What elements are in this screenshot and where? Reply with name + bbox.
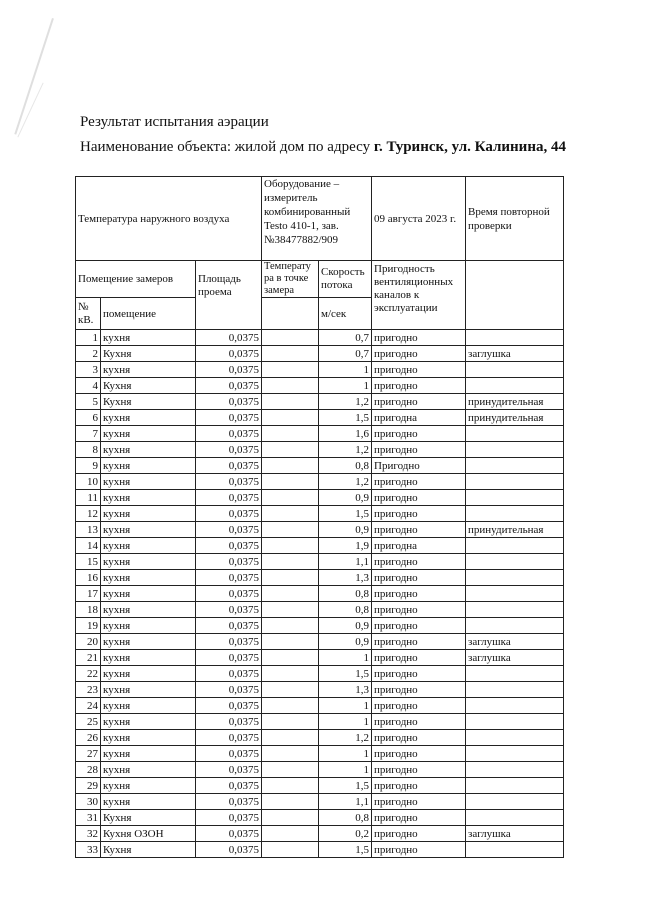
table-row (76, 618, 564, 634)
empty-header-cell (466, 261, 564, 330)
temp-cell (262, 330, 319, 346)
apt-number-cell: 32 (76, 826, 101, 842)
room-cell: кухня (101, 634, 196, 650)
table-row (76, 538, 564, 554)
note-cell (466, 554, 564, 570)
table-row (76, 378, 564, 394)
apt-number-cell: 5 (76, 394, 101, 410)
status-cell: пригодно (372, 330, 466, 346)
status-cell: пригодно (372, 714, 466, 730)
apt-number-cell: 2 (76, 346, 101, 362)
temp-cell (262, 458, 319, 474)
apt-number-cell: 16 (76, 570, 101, 586)
room-cell: Кухня (101, 842, 196, 858)
area-cell: 0,0375 (196, 762, 262, 778)
status-cell: пригодно (372, 602, 466, 618)
note-cell (466, 778, 564, 794)
speed-header: Скорость потока (319, 261, 372, 298)
room-measure-header: Помещение замеров (76, 261, 196, 298)
apt-number-cell: 11 (76, 490, 101, 506)
temp-cell (262, 506, 319, 522)
note-cell (466, 746, 564, 762)
room-cell: кухня (101, 794, 196, 810)
status-cell: пригодно (372, 522, 466, 538)
room-cell: кухня (101, 586, 196, 602)
table-row (76, 634, 564, 650)
temp-cell (262, 826, 319, 842)
status-cell: пригодно (372, 842, 466, 858)
room-cell: Кухня (101, 394, 196, 410)
room-cell: кухня (101, 570, 196, 586)
temp-cell (262, 394, 319, 410)
speed-cell: 1 (319, 714, 372, 730)
room-cell: Кухня (101, 378, 196, 394)
apt-number-cell: 33 (76, 842, 101, 858)
status-cell: пригодно (372, 666, 466, 682)
area-cell: 0,0375 (196, 410, 262, 426)
area-cell: 0,0375 (196, 570, 262, 586)
room-cell: кухня (101, 554, 196, 570)
temp-cell (262, 522, 319, 538)
room-cell: кухня (101, 650, 196, 666)
table-row (76, 458, 564, 474)
status-cell: пригодно (372, 794, 466, 810)
temp-cell (262, 778, 319, 794)
note-cell: принудительная (466, 394, 564, 410)
status-cell: пригодно (372, 490, 466, 506)
area-cell: 0,0375 (196, 634, 262, 650)
speed-cell: 1,5 (319, 410, 372, 426)
note-cell: заглушка (466, 826, 564, 842)
apt-number-cell: 25 (76, 714, 101, 730)
temp-cell (262, 810, 319, 826)
apt-number-cell: 18 (76, 602, 101, 618)
temp-cell (262, 730, 319, 746)
note-cell (466, 474, 564, 490)
area-cell: 0,0375 (196, 650, 262, 666)
area-cell: 0,0375 (196, 378, 262, 394)
note-cell (466, 330, 564, 346)
status-cell: пригодно (372, 570, 466, 586)
speed-cell: 1,2 (319, 394, 372, 410)
temp-cell (262, 842, 319, 858)
apt-number-cell: 8 (76, 442, 101, 458)
temp-cell (262, 714, 319, 730)
table-row (76, 602, 564, 618)
speed-cell: 0,9 (319, 618, 372, 634)
area-cell: 0,0375 (196, 586, 262, 602)
outdoor-temp-label: Температура наружного воздуха (76, 177, 262, 261)
status-cell: пригодно (372, 442, 466, 458)
status-cell: пригодно (372, 426, 466, 442)
note-cell (466, 362, 564, 378)
status-cell: пригодно (372, 586, 466, 602)
temp-cell (262, 346, 319, 362)
area-cell: 0,0375 (196, 362, 262, 378)
apt-number-cell: 6 (76, 410, 101, 426)
speed-cell: 0,9 (319, 522, 372, 538)
status-cell: пригодно (372, 474, 466, 490)
note-cell (466, 442, 564, 458)
status-cell: пригодно (372, 506, 466, 522)
speed-cell: 0,8 (319, 458, 372, 474)
temp-cell (262, 586, 319, 602)
speed-cell: 1,6 (319, 426, 372, 442)
note-cell: заглушка (466, 634, 564, 650)
table-row (76, 554, 564, 570)
table-row (76, 426, 564, 442)
apt-number-cell: 12 (76, 506, 101, 522)
scan-artifact-line (14, 18, 54, 135)
room-cell: кухня (101, 762, 196, 778)
temp-cell (262, 682, 319, 698)
speed-unit: м/сек (319, 298, 372, 330)
apt-number-cell: 29 (76, 778, 101, 794)
room-cell: Кухня (101, 810, 196, 826)
area-cell: 0,0375 (196, 506, 262, 522)
apt-number-cell: 23 (76, 682, 101, 698)
room-cell: кухня (101, 618, 196, 634)
speed-cell: 0,8 (319, 586, 372, 602)
area-cell: 0,0375 (196, 714, 262, 730)
note-cell: заглушка (466, 346, 564, 362)
temp-cell (262, 762, 319, 778)
apt-number-cell: 31 (76, 810, 101, 826)
apt-number-cell: 17 (76, 586, 101, 602)
room-cell: кухня (101, 522, 196, 538)
area-cell: 0,0375 (196, 346, 262, 362)
speed-cell: 1,9 (319, 538, 372, 554)
object-address: г. Туринск, ул. Калинина, 44 (373, 139, 566, 155)
speed-cell: 0,9 (319, 490, 372, 506)
temp-cell (262, 538, 319, 554)
table-row (76, 842, 564, 858)
room-cell: кухня (101, 538, 196, 554)
temp-cell (262, 490, 319, 506)
room-cell: Кухня ОЗОН (101, 826, 196, 842)
room-cell: Кухня (101, 346, 196, 362)
table-row (76, 826, 564, 842)
note-cell: принудительная (466, 522, 564, 538)
temp-cell (262, 698, 319, 714)
room-cell: кухня (101, 698, 196, 714)
note-cell (466, 586, 564, 602)
speed-cell: 1 (319, 698, 372, 714)
temp-cell (262, 554, 319, 570)
status-cell: пригодна (372, 410, 466, 426)
apt-number-cell: 3 (76, 362, 101, 378)
status-cell: пригодно (372, 634, 466, 650)
status-cell: пригодно (372, 810, 466, 826)
apt-number-cell: 30 (76, 794, 101, 810)
temp-cell (262, 634, 319, 650)
area-cell: 0,0375 (196, 394, 262, 410)
note-cell (466, 794, 564, 810)
recheck-header: Время повторной проверки (466, 177, 564, 261)
speed-cell: 1,2 (319, 442, 372, 458)
room-cell: кухня (101, 442, 196, 458)
status-cell: пригодно (372, 346, 466, 362)
note-cell (466, 810, 564, 826)
table-row (76, 330, 564, 346)
speed-cell: 1,2 (319, 474, 372, 490)
aeration-table (75, 176, 564, 858)
apt-number-cell: 7 (76, 426, 101, 442)
status-cell: пригодна (372, 538, 466, 554)
note-cell (466, 618, 564, 634)
apt-number-cell: 4 (76, 378, 101, 394)
speed-cell: 0,8 (319, 810, 372, 826)
status-cell: пригодно (372, 762, 466, 778)
area-cell: 0,0375 (196, 698, 262, 714)
table-row (76, 698, 564, 714)
status-cell: пригодно (372, 698, 466, 714)
area-header: Площадь проема (196, 261, 262, 330)
area-cell: 0,0375 (196, 810, 262, 826)
note-cell (466, 602, 564, 618)
table-row (76, 506, 564, 522)
speed-cell: 1,3 (319, 682, 372, 698)
apt-number-cell: 9 (76, 458, 101, 474)
speed-cell: 1 (319, 746, 372, 762)
room-cell: кухня (101, 666, 196, 682)
table-row (76, 666, 564, 682)
room-cell: кухня (101, 362, 196, 378)
speed-cell: 1 (319, 362, 372, 378)
room-cell: кухня (101, 714, 196, 730)
temp-point-header: Температу ра в точке замера (262, 261, 319, 298)
note-cell (466, 426, 564, 442)
apt-number-cell: 1 (76, 330, 101, 346)
area-cell: 0,0375 (196, 442, 262, 458)
speed-cell: 1,5 (319, 506, 372, 522)
apt-number-cell: 27 (76, 746, 101, 762)
area-cell: 0,0375 (196, 666, 262, 682)
room-cell: кухня (101, 506, 196, 522)
apt-number-cell: 10 (76, 474, 101, 490)
table-row (76, 394, 564, 410)
temp-cell (262, 410, 319, 426)
room-cell: кухня (101, 426, 196, 442)
speed-cell: 1 (319, 378, 372, 394)
status-cell: Пригодно (372, 458, 466, 474)
temp-cell (262, 570, 319, 586)
table-row (76, 762, 564, 778)
table-row (76, 714, 564, 730)
speed-cell: 0,7 (319, 330, 372, 346)
note-cell: заглушка (466, 650, 564, 666)
date-cell: 09 августа 2023 г. (372, 177, 466, 261)
area-cell: 0,0375 (196, 522, 262, 538)
temp-cell (262, 362, 319, 378)
temp-cell (262, 602, 319, 618)
status-cell: пригодно (372, 378, 466, 394)
table-row (76, 746, 564, 762)
table-row (76, 682, 564, 698)
speed-cell: 1,5 (319, 842, 372, 858)
room-cell: кухня (101, 410, 196, 426)
speed-cell: 1,5 (319, 778, 372, 794)
room-cell: кухня (101, 490, 196, 506)
table-row (76, 778, 564, 794)
apt-number-cell: 28 (76, 762, 101, 778)
note-cell (466, 682, 564, 698)
status-cell: пригодно (372, 650, 466, 666)
table-row (76, 362, 564, 378)
temp-cell (262, 474, 319, 490)
object-name (80, 138, 570, 156)
apt-number-cell: 22 (76, 666, 101, 682)
speed-cell: 1 (319, 762, 372, 778)
note-cell (466, 730, 564, 746)
note-cell (466, 842, 564, 858)
status-cell: пригодно (372, 778, 466, 794)
table-row (76, 570, 564, 586)
status-cell: пригодно (372, 746, 466, 762)
room-cell: кухня (101, 458, 196, 474)
area-cell: 0,0375 (196, 474, 262, 490)
status-cell: пригодно (372, 730, 466, 746)
temp-cell (262, 650, 319, 666)
room-cell: кухня (101, 602, 196, 618)
room-header: помещение (101, 298, 196, 330)
area-cell: 0,0375 (196, 490, 262, 506)
apt-number-cell: 15 (76, 554, 101, 570)
area-cell: 0,0375 (196, 778, 262, 794)
note-cell (466, 378, 564, 394)
status-cell: пригодно (372, 826, 466, 842)
speed-cell: 0,8 (319, 602, 372, 618)
status-cell: пригодно (372, 394, 466, 410)
area-cell: 0,0375 (196, 730, 262, 746)
area-cell: 0,0375 (196, 538, 262, 554)
table-row (76, 474, 564, 490)
area-cell: 0,0375 (196, 602, 262, 618)
note-cell (466, 698, 564, 714)
area-cell: 0,0375 (196, 554, 262, 570)
temp-cell (262, 378, 319, 394)
area-cell: 0,0375 (196, 794, 262, 810)
status-cell: пригодно (372, 554, 466, 570)
table-row (76, 730, 564, 746)
area-cell: 0,0375 (196, 842, 262, 858)
table-row (76, 650, 564, 666)
temp-cell (262, 442, 319, 458)
apt-number-cell: 24 (76, 698, 101, 714)
temp-cell (262, 426, 319, 442)
temp-cell (262, 618, 319, 634)
apt-number-cell: 21 (76, 650, 101, 666)
speed-cell: 1 (319, 650, 372, 666)
note-cell (466, 538, 564, 554)
area-cell: 0,0375 (196, 826, 262, 842)
apt-number-cell: 19 (76, 618, 101, 634)
area-cell: 0,0375 (196, 458, 262, 474)
note-cell (466, 762, 564, 778)
speed-cell: 1,1 (319, 554, 372, 570)
note-cell: принудительная (466, 410, 564, 426)
speed-cell: 0,7 (319, 346, 372, 362)
table-row (76, 794, 564, 810)
suitability-header: Пригодность вентиляционных каналов к эксплуатации (372, 261, 466, 330)
temp-unit-cell (262, 298, 319, 330)
area-cell: 0,0375 (196, 618, 262, 634)
note-cell (466, 714, 564, 730)
note-cell (466, 666, 564, 682)
speed-cell: 1,1 (319, 794, 372, 810)
status-cell: пригодно (372, 362, 466, 378)
object-label: Наименование объекта: жилой дом по адресу (80, 139, 374, 155)
apt-number-cell: 26 (76, 730, 101, 746)
room-cell: кухня (101, 682, 196, 698)
status-cell: пригодно (372, 618, 466, 634)
table-row (76, 586, 564, 602)
equipment-cell: Оборудование – измеритель комбинированный Testo 410-1, зав. №38477882/909 (262, 177, 372, 261)
speed-cell: 1,2 (319, 730, 372, 746)
table-row (76, 522, 564, 538)
speed-cell: 0,2 (319, 826, 372, 842)
apt-number-cell: 20 (76, 634, 101, 650)
table-row (76, 810, 564, 826)
note-cell (466, 458, 564, 474)
temp-cell (262, 794, 319, 810)
apt-number-cell: 13 (76, 522, 101, 538)
apt-number-cell: 14 (76, 538, 101, 554)
area-cell: 0,0375 (196, 426, 262, 442)
room-cell: кухня (101, 330, 196, 346)
note-cell (466, 570, 564, 586)
speed-cell: 0,9 (319, 634, 372, 650)
room-cell: кухня (101, 746, 196, 762)
area-cell: 0,0375 (196, 682, 262, 698)
area-cell: 0,0375 (196, 746, 262, 762)
status-cell: пригодно (372, 682, 466, 698)
note-cell (466, 506, 564, 522)
temp-cell (262, 746, 319, 762)
room-cell: кухня (101, 778, 196, 794)
document-title: Результат испытания аэрации (80, 114, 269, 130)
table-row (76, 442, 564, 458)
note-cell (466, 490, 564, 506)
room-cell: кухня (101, 730, 196, 746)
speed-cell: 1,5 (319, 666, 372, 682)
temp-cell (262, 666, 319, 682)
table-row (76, 490, 564, 506)
speed-cell: 1,3 (319, 570, 372, 586)
table-row (76, 410, 564, 426)
apt-no-header: № кВ. (76, 298, 101, 330)
room-cell: кухня (101, 474, 196, 490)
area-cell: 0,0375 (196, 330, 262, 346)
table-row (76, 346, 564, 362)
